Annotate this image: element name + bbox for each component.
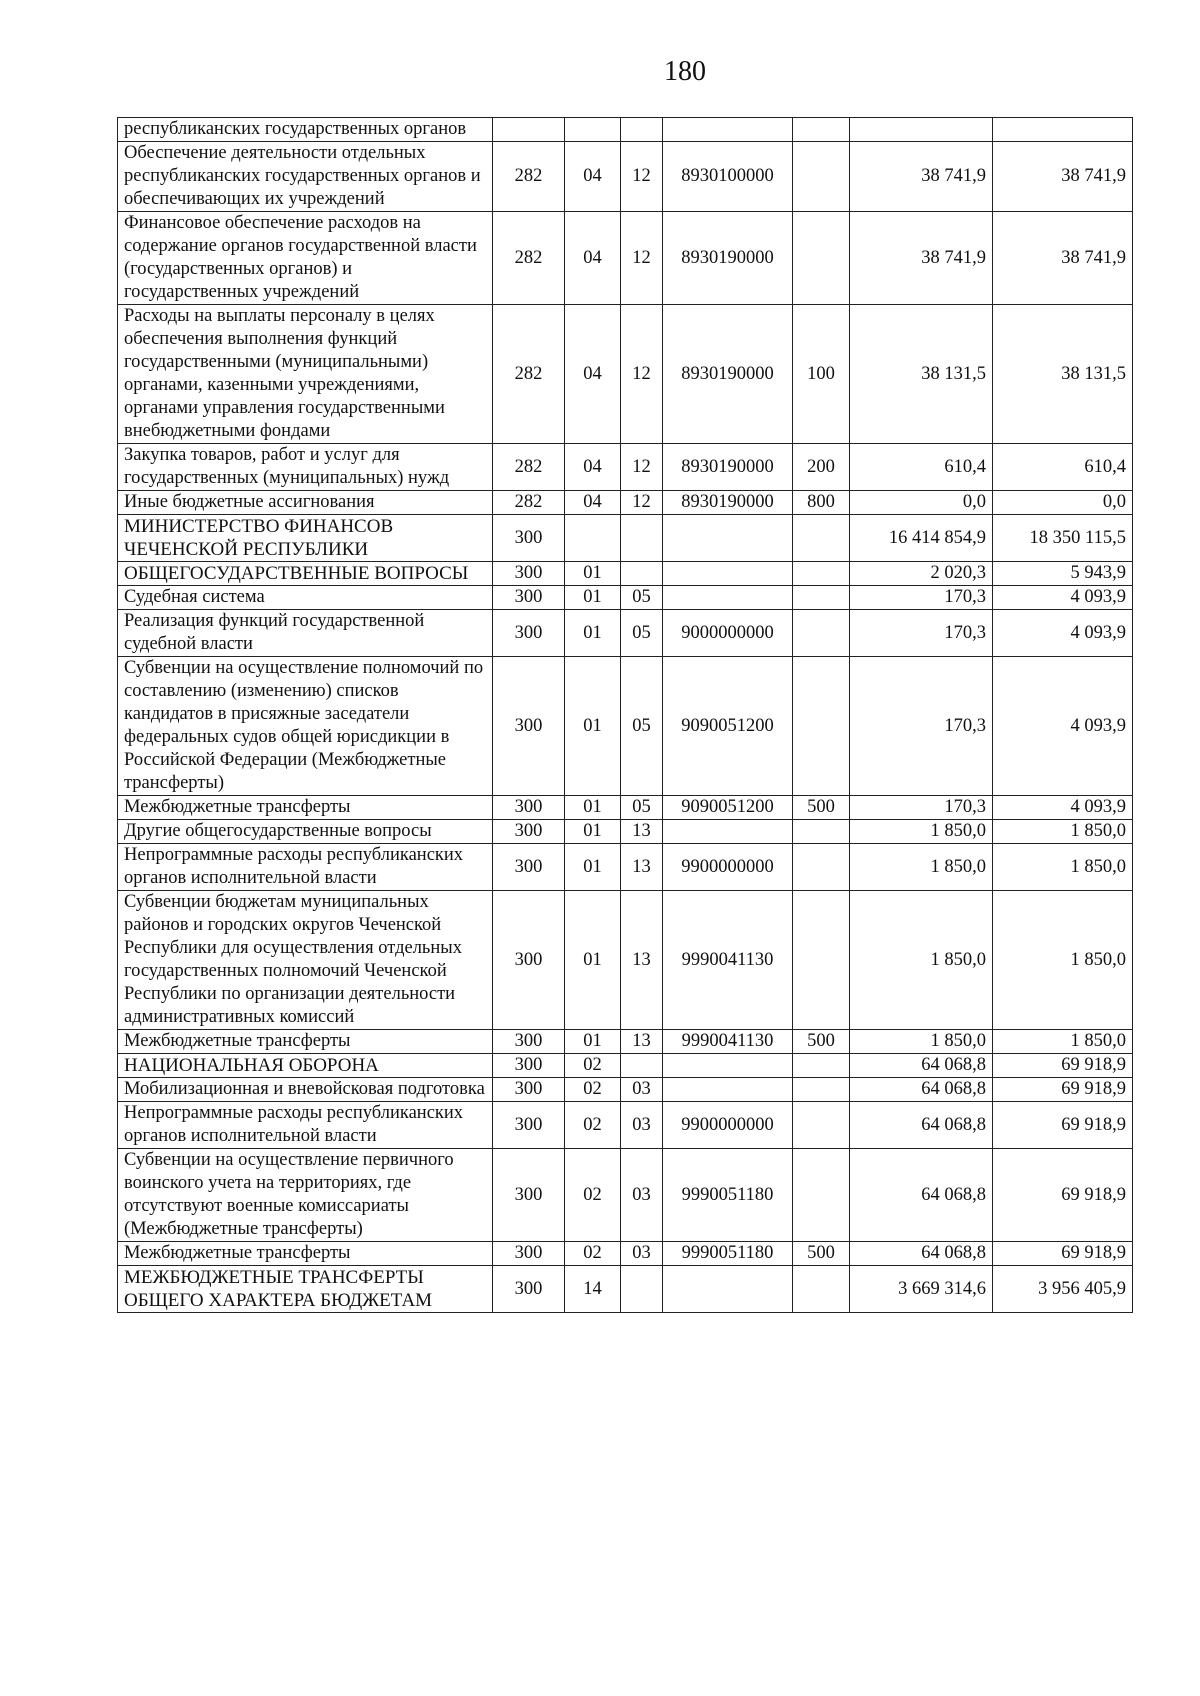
expense-name: Субвенции на осуществление полномочий по составлению (изменению) списков кандидатов в присяжные заседатели федеральных судов общей юрисдикции в Российской Федерации (Межбюджетные трансферты) [118,657,493,796]
department-code: 300 [493,515,565,562]
expense-type-code [793,1102,850,1149]
expense-name: НАЦИОНАЛЬНАЯ ОБОРОНА [118,1054,493,1078]
table-row [118,212,1133,305]
section-code: 02 [565,1102,621,1149]
amount-year-2: 4 093,9 [993,586,1133,610]
section-code: 01 [565,891,621,1030]
table-row [118,444,1133,491]
amount-year-1 [850,118,993,142]
table-row [118,118,1133,142]
department-code: 300 [493,1102,565,1149]
target-article-code: 9900000000 [663,844,793,891]
target-article-code: 8930190000 [663,444,793,491]
expense-name: республиканских государственных органов [118,118,493,142]
expense-name: Расходы на выплаты персоналу в целях обеспечения выполнения функций государственными (муниципальными) органами, казенными учреждениями, органами управления государственными внебюджетными фондами [118,305,493,444]
expense-name: Непрограммные расходы республиканских органов исполнительной власти [118,844,493,891]
expense-type-code [793,562,850,586]
amount-year-2: 69 918,9 [993,1149,1133,1242]
table-row [118,1266,1133,1313]
target-article-code: 9990041130 [663,891,793,1030]
department-code: 282 [493,444,565,491]
department-code: 300 [493,796,565,820]
expense-name: Закупка товаров, работ и услуг для государственных (муниципальных) нужд [118,444,493,491]
target-article-code: 9090051200 [663,657,793,796]
amount-year-1: 170,3 [850,610,993,657]
amount-year-2: 4 093,9 [993,657,1133,796]
expense-type-code [793,891,850,1030]
section-code [565,118,621,142]
target-article-code [663,562,793,586]
target-article-code: 9090051200 [663,796,793,820]
amount-year-1: 64 068,8 [850,1078,993,1102]
expense-name: ОБЩЕГОСУДАРСТВЕННЫЕ ВОПРОСЫ [118,562,493,586]
expense-type-code [793,515,850,562]
amount-year-1: 16 414 854,9 [850,515,993,562]
amount-year-2: 69 918,9 [993,1078,1133,1102]
table-row [118,657,1133,796]
target-article-code: 9990051180 [663,1149,793,1242]
target-article-code: 9990041130 [663,1030,793,1054]
section-code: 01 [565,1030,621,1054]
expense-name: Другие общегосударственные вопросы [118,820,493,844]
department-code: 300 [493,1054,565,1078]
amount-year-1: 38 741,9 [850,212,993,305]
subsection-code [621,1054,663,1078]
subsection-code: 12 [621,142,663,212]
amount-year-1: 170,3 [850,586,993,610]
amount-year-1: 38 131,5 [850,305,993,444]
amount-year-1: 0,0 [850,491,993,515]
department-code: 300 [493,610,565,657]
subsection-code [621,515,663,562]
expense-name: МЕЖБЮДЖЕТНЫЕ ТРАНСФЕРТЫ ОБЩЕГО ХАРАКТЕРА БЮДЖЕТАМ [118,1266,493,1313]
department-code: 282 [493,305,565,444]
amount-year-2: 4 093,9 [993,796,1133,820]
expense-name: Субвенции бюджетам муниципальных районов и городских округов Чеченской Республики для осуществления отдельных государственных полномочий Чеченской Республики по организации деятельности административных комиссий [118,891,493,1030]
subsection-code: 05 [621,796,663,820]
subsection-code: 03 [621,1149,663,1242]
amount-year-2: 1 850,0 [993,1030,1133,1054]
expense-name: Межбюджетные трансферты [118,1242,493,1266]
department-code: 300 [493,657,565,796]
amount-year-2: 1 850,0 [993,820,1133,844]
expense-name: Непрограммные расходы республиканских органов исполнительной власти [118,1102,493,1149]
table-row [118,891,1133,1030]
amount-year-1: 1 850,0 [850,844,993,891]
table-row [118,1078,1133,1102]
expense-type-code [793,657,850,796]
section-code: 01 [565,820,621,844]
subsection-code: 12 [621,212,663,305]
expense-name: Мобилизационная и вневойсковая подготовка [118,1078,493,1102]
amount-year-1: 170,3 [850,796,993,820]
subsection-code: 12 [621,444,663,491]
subsection-code [621,1266,663,1313]
subsection-code: 13 [621,1030,663,1054]
section-code: 02 [565,1242,621,1266]
subsection-code: 13 [621,891,663,1030]
table-row [118,1030,1133,1054]
expense-name: Субвенции на осуществление первичного воинского учета на территориях, где отсутствуют военные комиссариаты (Межбюджетные трансферты) [118,1149,493,1242]
table-row [118,1242,1133,1266]
target-article-code: 9900000000 [663,1102,793,1149]
section-code: 01 [565,796,621,820]
target-article-code [663,118,793,142]
amount-year-2: 5 943,9 [993,562,1133,586]
target-article-code: 8930190000 [663,491,793,515]
subsection-code: 05 [621,586,663,610]
expense-type-code: 800 [793,491,850,515]
amount-year-2: 69 918,9 [993,1102,1133,1149]
expense-name: МИНИСТЕРСТВО ФИНАНСОВ ЧЕЧЕНСКОЙ РЕСПУБЛИКИ [118,515,493,562]
expense-type-code [793,586,850,610]
subsection-code: 13 [621,820,663,844]
section-code: 02 [565,1078,621,1102]
department-code: 300 [493,1266,565,1313]
department-code: 300 [493,1030,565,1054]
section-code: 14 [565,1266,621,1313]
expense-name: Финансовое обеспечение расходов на содержание органов государственной власти (государственных органов) и государственных учреждений [118,212,493,305]
target-article-code: 8930100000 [663,142,793,212]
amount-year-1: 1 850,0 [850,891,993,1030]
amount-year-2: 38 741,9 [993,212,1133,305]
section-code: 04 [565,212,621,305]
expense-type-code [793,1266,850,1313]
subsection-code: 03 [621,1102,663,1149]
department-code: 300 [493,1242,565,1266]
amount-year-1: 64 068,8 [850,1102,993,1149]
target-article-code: 9000000000 [663,610,793,657]
expense-type-code [793,118,850,142]
department-code: 300 [493,562,565,586]
section-code: 04 [565,444,621,491]
expense-name: Реализация функций государственной судебной власти [118,610,493,657]
amount-year-2: 1 850,0 [993,891,1133,1030]
section-code: 01 [565,610,621,657]
department-code: 282 [493,491,565,515]
expense-name: Судебная система [118,586,493,610]
amount-year-1: 1 850,0 [850,820,993,844]
target-article-code: 8930190000 [663,305,793,444]
table-row [118,586,1133,610]
expense-type-code [793,1054,850,1078]
section-code: 02 [565,1054,621,1078]
amount-year-2: 38 131,5 [993,305,1133,444]
table-row [118,562,1133,586]
amount-year-2: 0,0 [993,491,1133,515]
table-row [118,1102,1133,1149]
subsection-code [621,562,663,586]
section-code: 01 [565,562,621,586]
expense-type-code [793,142,850,212]
expense-name: Межбюджетные трансферты [118,1030,493,1054]
expense-type-code [793,1149,850,1242]
amount-year-1: 38 741,9 [850,142,993,212]
amount-year-1: 64 068,8 [850,1054,993,1078]
subsection-code: 13 [621,844,663,891]
target-article-code: 9990051180 [663,1242,793,1266]
amount-year-2: 4 093,9 [993,610,1133,657]
section-code: 04 [565,142,621,212]
expense-type-code: 100 [793,305,850,444]
subsection-code [621,118,663,142]
subsection-code: 03 [621,1242,663,1266]
amount-year-1: 170,3 [850,657,993,796]
expense-type-code: 500 [793,1242,850,1266]
table-row [118,1054,1133,1078]
page-number: 180 [664,56,706,87]
target-article-code: 8930190000 [663,212,793,305]
target-article-code [663,1078,793,1102]
target-article-code [663,820,793,844]
table-body [118,118,1133,1313]
subsection-code: 12 [621,305,663,444]
expense-type-code: 500 [793,1030,850,1054]
department-code: 282 [493,142,565,212]
amount-year-1: 64 068,8 [850,1149,993,1242]
section-code: 04 [565,491,621,515]
target-article-code [663,586,793,610]
table-row [118,820,1133,844]
amount-year-2: 38 741,9 [993,142,1133,212]
target-article-code [663,1054,793,1078]
subsection-code: 03 [621,1078,663,1102]
amount-year-2: 610,4 [993,444,1133,491]
amount-year-1: 64 068,8 [850,1242,993,1266]
section-code [565,515,621,562]
amount-year-2 [993,118,1133,142]
amount-year-2: 3 956 405,9 [993,1266,1133,1313]
table-row [118,610,1133,657]
amount-year-1: 3 669 314,6 [850,1266,993,1313]
expense-type-code [793,212,850,305]
budget-table [117,117,1133,1313]
table-row [118,491,1133,515]
amount-year-1: 1 850,0 [850,1030,993,1054]
expense-name: Иные бюджетные ассигнования [118,491,493,515]
expense-type-code [793,610,850,657]
subsection-code: 05 [621,657,663,796]
subsection-code: 12 [621,491,663,515]
amount-year-1: 2 020,3 [850,562,993,586]
table-row [118,515,1133,562]
section-code: 04 [565,305,621,444]
expense-type-code [793,820,850,844]
amount-year-1: 610,4 [850,444,993,491]
section-code: 01 [565,657,621,796]
table-row [118,796,1133,820]
department-code: 282 [493,212,565,305]
table-row [118,142,1133,212]
table-row [118,305,1133,444]
expense-type-code [793,1078,850,1102]
department-code [493,118,565,142]
table-row [118,844,1133,891]
amount-year-2: 69 918,9 [993,1242,1133,1266]
expense-type-code: 200 [793,444,850,491]
section-code: 01 [565,844,621,891]
amount-year-2: 1 850,0 [993,844,1133,891]
expense-name: Обеспечение деятельности отдельных республиканских государственных органов и обеспечивающих их учреждений [118,142,493,212]
target-article-code [663,515,793,562]
expense-type-code [793,844,850,891]
department-code: 300 [493,586,565,610]
section-code: 01 [565,586,621,610]
expense-type-code: 500 [793,796,850,820]
department-code: 300 [493,820,565,844]
subsection-code: 05 [621,610,663,657]
amount-year-2: 18 350 115,5 [993,515,1133,562]
department-code: 300 [493,1149,565,1242]
department-code: 300 [493,1078,565,1102]
expense-name: Межбюджетные трансферты [118,796,493,820]
department-code: 300 [493,844,565,891]
table-row [118,1149,1133,1242]
section-code: 02 [565,1149,621,1242]
target-article-code [663,1266,793,1313]
department-code: 300 [493,891,565,1030]
amount-year-2: 69 918,9 [993,1054,1133,1078]
